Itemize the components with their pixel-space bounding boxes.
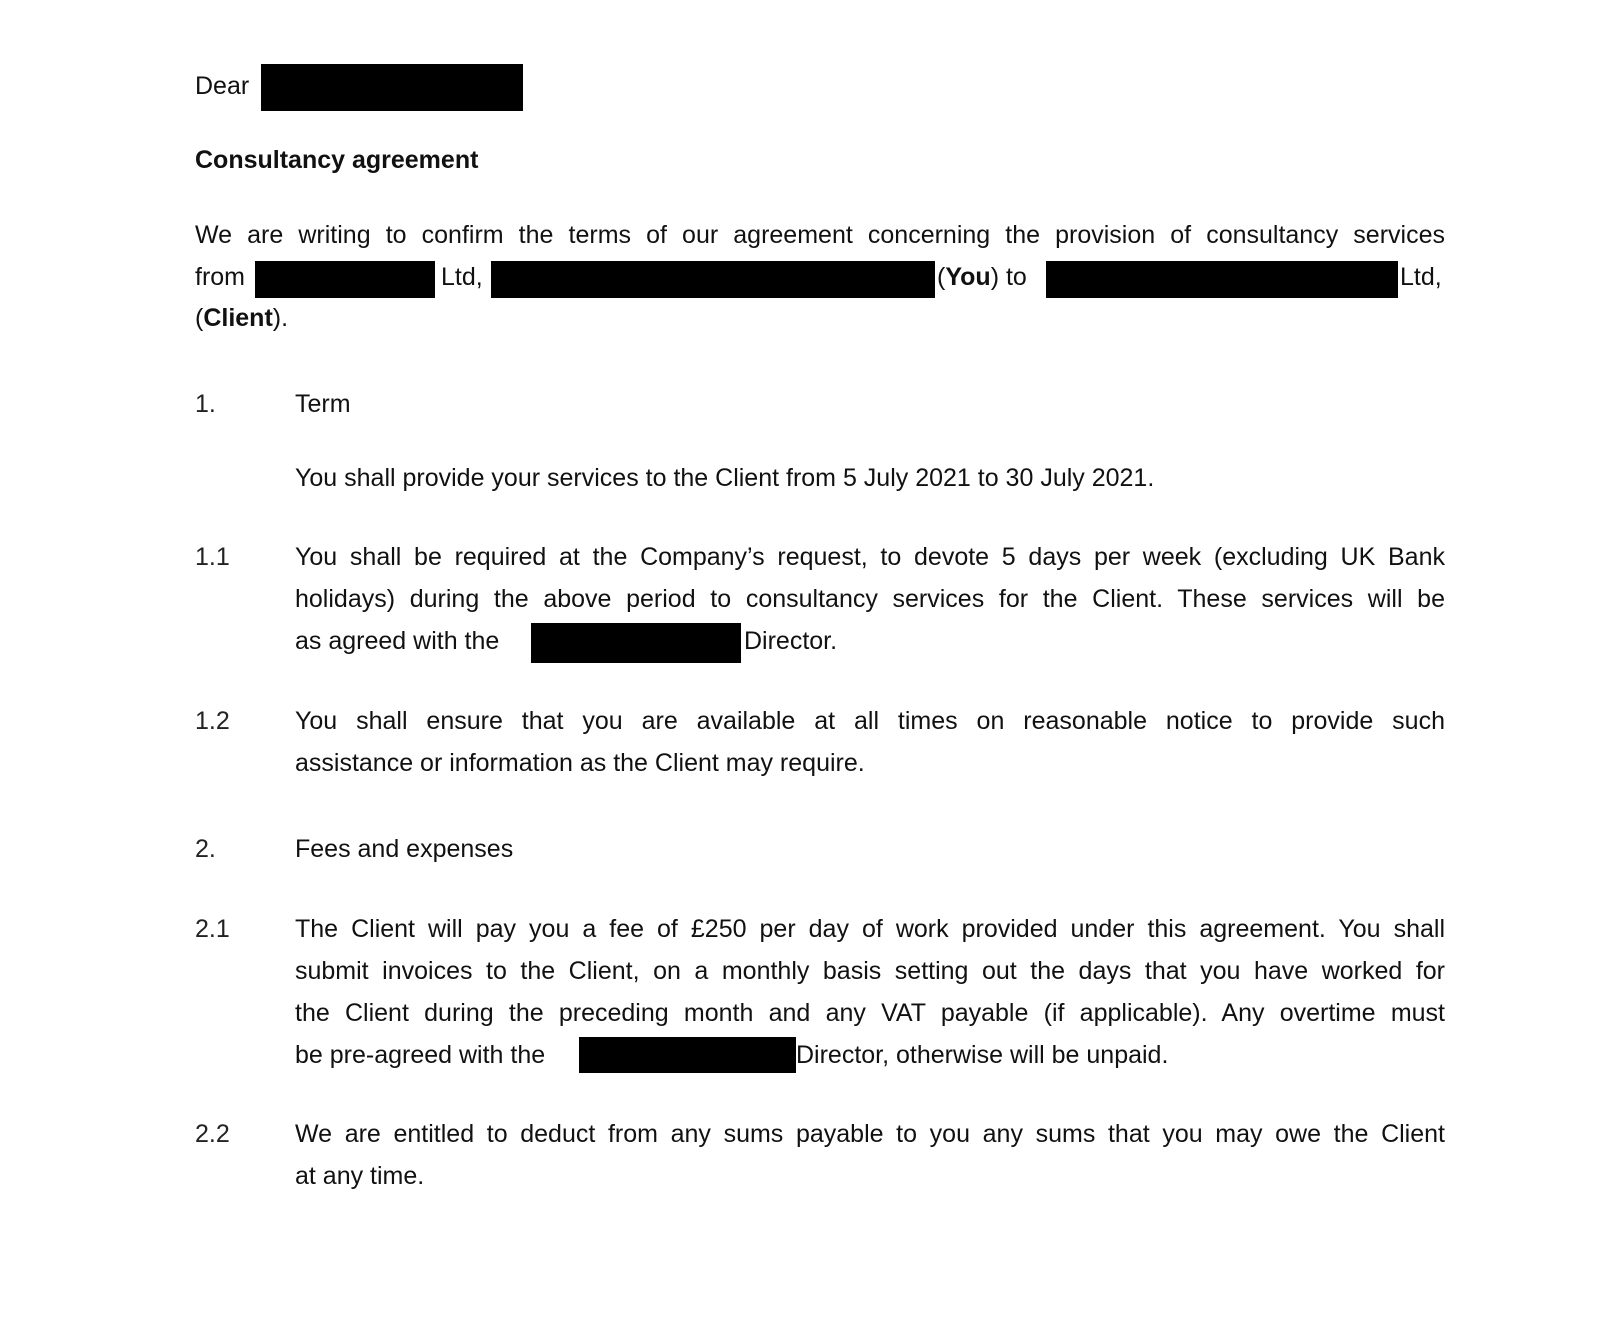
clause-1-1-line-2: holidays) during the above period to consultancy services for the Client. These services will be	[295, 585, 1445, 613]
clause-1-2-line-1: You shall ensure that you are available at all times on reasonable notice to provide such	[295, 707, 1445, 735]
clause-1-1-line-1: You shall be required at the Company’s request, to devote 5 days per week (excluding UK Bank	[295, 543, 1445, 571]
clause-2-1-line-1: The Client will pay you a fee of £250 per day of work provided under this agreement. You shall	[295, 915, 1445, 943]
clause-1-1-line-3b: Director.	[744, 627, 838, 655]
clause-2-1-line-2: submit invoices to the Client, on a monthly basis setting out the days that you have worked for	[295, 957, 1445, 985]
redacted-director-title-1	[531, 623, 741, 663]
clause-1-1-line-3a: as agreed with the	[295, 627, 500, 655]
document-title: Consultancy agreement	[195, 146, 479, 174]
clause-1-2-number: 1.2	[195, 707, 230, 735]
section-1-heading: Term	[295, 390, 351, 418]
client-close: ).	[272, 304, 289, 332]
you-term: You	[945, 263, 991, 291]
intro-from: from	[195, 263, 245, 291]
clause-2-2-number: 2.2	[195, 1120, 230, 1148]
section-1-number: 1.	[195, 390, 216, 418]
you-open: (	[937, 263, 946, 291]
intro-you-ref	[937, 262, 1027, 292]
clause-2-2-line-2: at any time.	[295, 1162, 425, 1190]
intro-ltd-1: Ltd,	[441, 263, 483, 291]
clause-2-1-line-4a: be pre-agreed with the	[295, 1041, 546, 1069]
clause-1-1-number: 1.1	[195, 543, 230, 571]
redacted-recipient-name	[261, 64, 523, 111]
section-1-text: You shall provide your services to the Client from 5 July 2021 to 30 July 2021.	[295, 464, 1155, 492]
client-open: (	[195, 304, 204, 332]
intro-client-ref	[195, 303, 288, 333]
clause-2-1-number: 2.1	[195, 915, 230, 943]
redacted-consultant-name	[491, 261, 935, 298]
redacted-consultant-company	[255, 261, 435, 298]
redacted-director-title-2	[579, 1037, 796, 1073]
clause-2-1-line-3: the Client during the preceding month and any VAT payable (if applicable). Any overtime must	[295, 999, 1445, 1027]
section-2-heading: Fees and expenses	[295, 835, 514, 863]
client-term: Client	[203, 304, 273, 332]
intro-ltd-2: Ltd,	[1400, 263, 1442, 291]
salutation: Dear	[195, 72, 250, 100]
clause-1-2-line-2: assistance or information as the Client may require.	[295, 749, 865, 777]
intro-line-1: We are writing to confirm the terms of our agreement concerning the provision of consultancy services	[195, 221, 1445, 249]
redacted-client-company	[1046, 261, 1398, 298]
you-close: ) to	[990, 263, 1027, 291]
clause-2-1-line-4b: Director, otherwise will be unpaid.	[796, 1041, 1169, 1069]
section-2-number: 2.	[195, 835, 216, 863]
clause-2-2-line-1: We are entitled to deduct from any sums payable to you any sums that you may owe the Client	[295, 1120, 1445, 1148]
